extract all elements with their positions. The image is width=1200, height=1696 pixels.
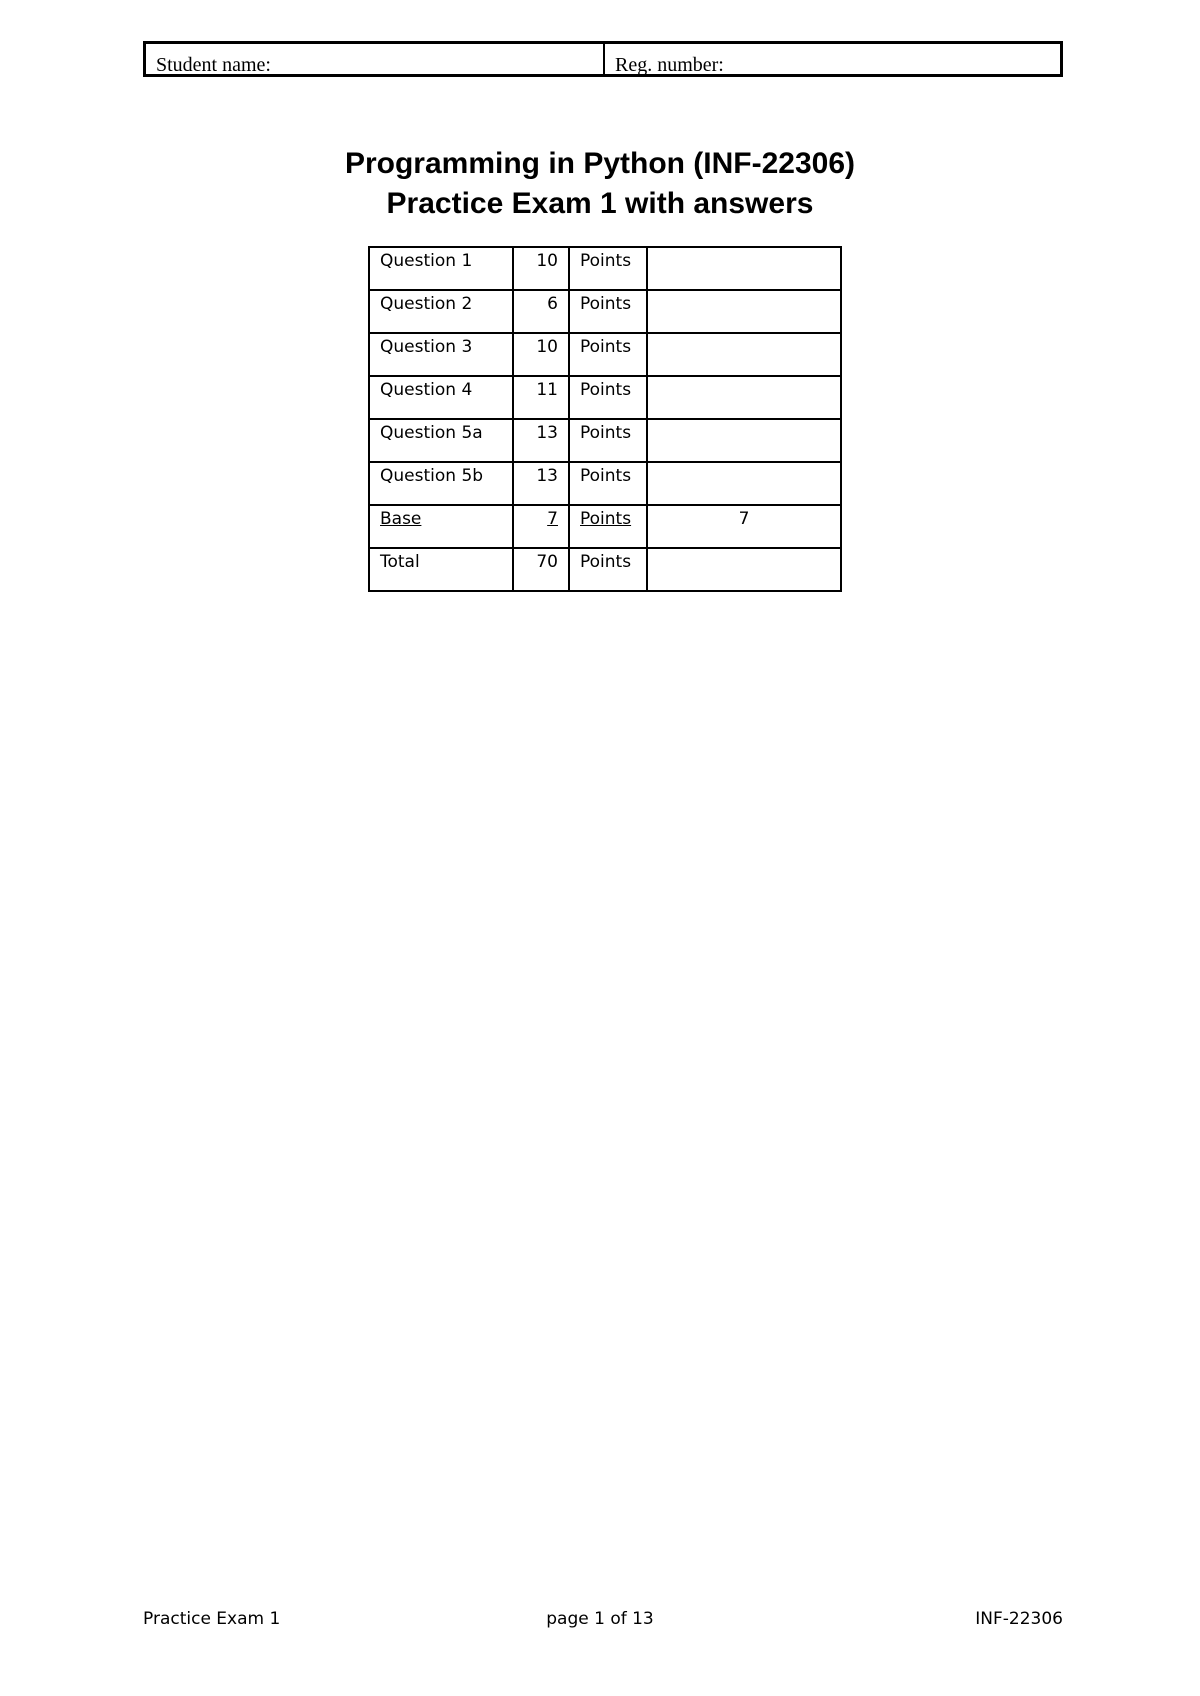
reg-number-field[interactable] [605, 44, 1060, 74]
base-label-text: Base [380, 509, 422, 529]
question-label: Question 5b [369, 462, 513, 505]
max-points: 13 [513, 419, 569, 462]
question-label: Question 1 [369, 247, 513, 290]
max-points: 13 [513, 462, 569, 505]
points-unit: Points [569, 247, 647, 290]
title-line-2: Practice Exam 1 with answers [386, 187, 814, 220]
student-name-field[interactable] [146, 44, 605, 74]
base-points-text: 7 [547, 509, 558, 529]
student-info-box [143, 41, 1063, 77]
points-unit: Points [569, 419, 647, 462]
footer-left: Practice Exam 1 [143, 1609, 281, 1629]
question-label: Question 2 [369, 290, 513, 333]
table-row-base [369, 505, 841, 548]
student-name-label: Student name: [156, 54, 271, 76]
points-unit: Points [569, 290, 647, 333]
max-points: 11 [513, 376, 569, 419]
score-table [368, 246, 842, 592]
score-cell[interactable] [647, 462, 841, 505]
points-unit: Points [569, 548, 647, 591]
table-row-total [369, 548, 841, 591]
table-row [369, 462, 841, 505]
score-cell[interactable] [647, 419, 841, 462]
score-cell[interactable] [647, 333, 841, 376]
base-score: 7 [647, 505, 841, 548]
points-unit: Points [569, 376, 647, 419]
max-points: 10 [513, 333, 569, 376]
table-row [369, 419, 841, 462]
footer-page-number: page 1 of 13 [546, 1609, 654, 1629]
points-unit: Points [569, 333, 647, 376]
max-points: 10 [513, 247, 569, 290]
question-label: Question 5a [369, 419, 513, 462]
total-score[interactable] [647, 548, 841, 591]
question-label: Question 4 [369, 376, 513, 419]
score-cell[interactable] [647, 290, 841, 333]
base-label [369, 505, 513, 548]
reg-number-label: Reg. number: [615, 54, 724, 76]
score-cell[interactable] [647, 247, 841, 290]
base-points [513, 505, 569, 548]
table-row [369, 333, 841, 376]
base-unit-text: Points [580, 509, 632, 529]
document-title [0, 144, 1200, 224]
table-row [369, 376, 841, 419]
max-points: 6 [513, 290, 569, 333]
total-label: Total [369, 548, 513, 591]
base-unit [569, 505, 647, 548]
total-points: 70 [513, 548, 569, 591]
table-row [369, 290, 841, 333]
points-unit: Points [569, 462, 647, 505]
title-line-1: Programming in Python (INF-22306) [344, 147, 856, 180]
footer-right: INF-22306 [975, 1609, 1063, 1629]
score-cell[interactable] [647, 376, 841, 419]
question-label: Question 3 [369, 333, 513, 376]
table-row [369, 247, 841, 290]
